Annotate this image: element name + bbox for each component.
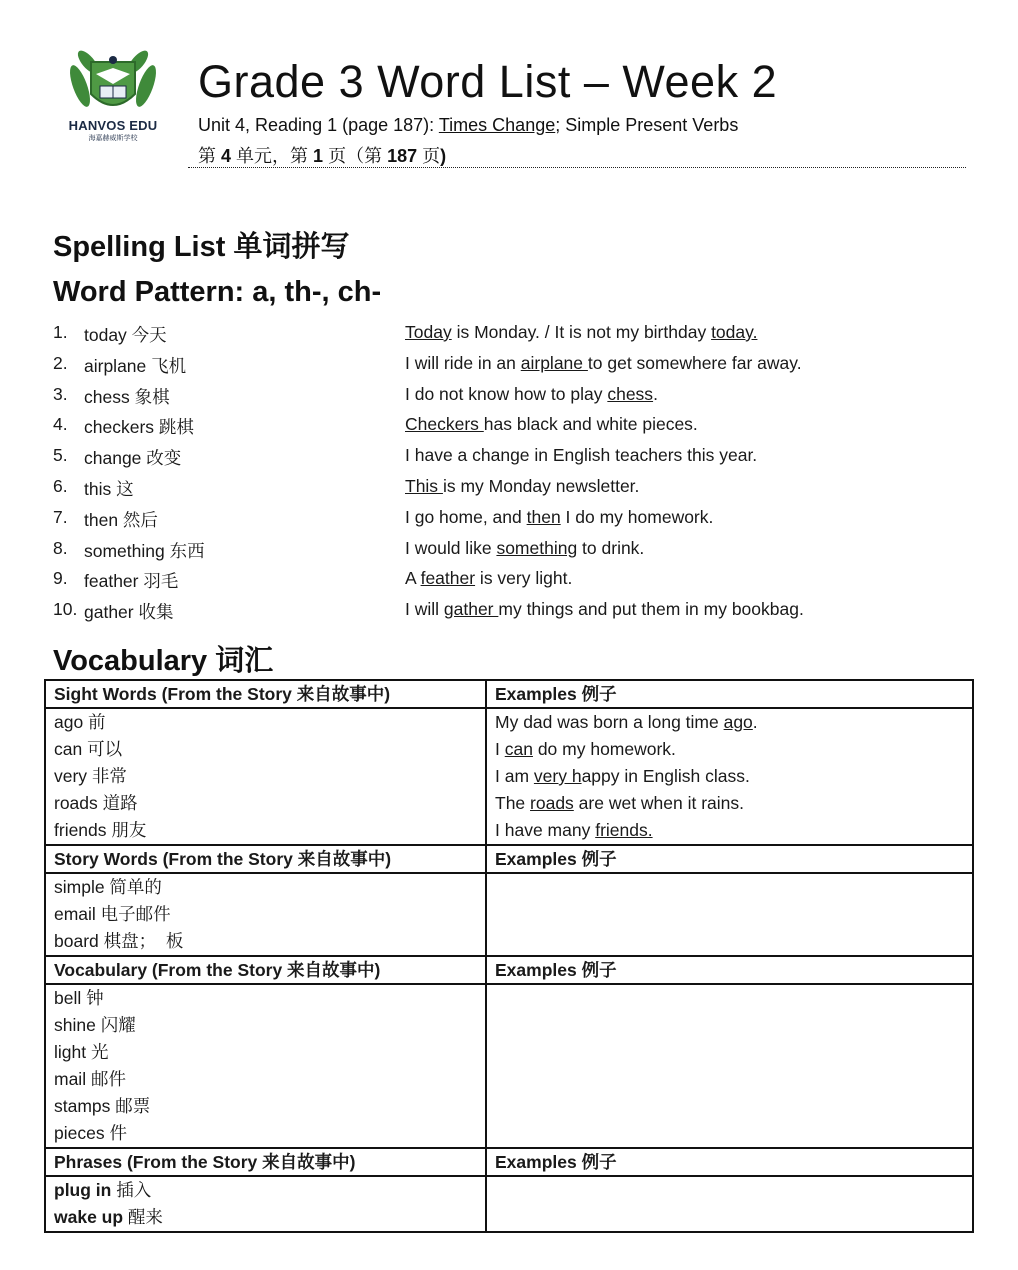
text-run: light 光	[54, 1042, 109, 1062]
spelling-number: 2.	[53, 352, 68, 373]
header-divider	[188, 167, 966, 168]
vocab-word	[54, 985, 485, 1012]
text-run: friends 朋友	[54, 820, 147, 840]
spelling-number: 8.	[53, 537, 68, 558]
examples-title: Examples 例子	[486, 956, 973, 984]
underlined-word: roads	[530, 793, 574, 813]
vocab-section-body	[45, 873, 973, 956]
text-run: pieces 件	[54, 1123, 127, 1143]
cn-part: 页（第	[323, 146, 388, 166]
vocab-example	[495, 763, 972, 790]
logo-name: HANVOS EDU	[68, 118, 158, 133]
vocab-section-header	[45, 1148, 973, 1176]
vocab-example	[495, 736, 972, 763]
underlined-word: very h	[533, 766, 582, 786]
text-run: I will	[405, 599, 444, 620]
cn-part: 187	[387, 146, 418, 166]
cn-part: 4	[221, 146, 232, 166]
underlined-word: This	[405, 476, 443, 496]
spelling-number: 4.	[53, 414, 68, 435]
spelling-word: this 这	[84, 479, 134, 499]
vocab-section-body	[45, 1176, 973, 1232]
word-cell	[45, 873, 486, 956]
vocabulary-heading: Vocabulary 词汇	[53, 645, 274, 677]
text-run: 插入	[111, 1180, 152, 1200]
text-run: is Monday. / It is not my birthday	[451, 322, 712, 342]
spelling-example	[405, 353, 802, 374]
text-run: are wet when it rains.	[573, 793, 745, 813]
bold-phrase: wake up	[54, 1207, 124, 1227]
underlined-word: something	[496, 537, 578, 558]
vocab-example	[495, 790, 972, 817]
vocab-word	[54, 928, 485, 955]
text-run: to get somewhere far away.	[587, 352, 802, 373]
text-run: .	[653, 383, 658, 404]
vocab-word	[54, 817, 485, 844]
text-run: A	[405, 568, 421, 589]
vocab-word	[54, 1177, 485, 1204]
spelling-item	[53, 568, 953, 598]
text-run: I will ride in an	[405, 352, 521, 373]
text-run: I am	[495, 766, 534, 786]
text-run: I	[495, 739, 505, 759]
section-title: Phrases (From the Story 来自故事中)	[45, 1148, 486, 1176]
spelling-word: change 改变	[84, 448, 182, 469]
unit-subtitle	[198, 115, 738, 136]
text-run: I have a change in English teachers this year.	[405, 445, 758, 466]
story-title-link: Times Change	[438, 115, 556, 135]
spelling-item	[53, 322, 953, 352]
underlined-word: today.	[711, 322, 758, 342]
underlined-word: gather	[443, 599, 499, 620]
spelling-heading: Spelling List 单词拼写	[53, 231, 350, 263]
text-run: to drink.	[577, 537, 645, 558]
spelling-item	[53, 476, 953, 506]
vocab-section-header	[45, 680, 973, 708]
spelling-item	[53, 414, 953, 444]
vocab-section-body	[45, 984, 973, 1148]
underlined-word: can	[504, 739, 533, 759]
text-run: simple 简单的	[54, 877, 162, 897]
spelling-example	[405, 476, 639, 497]
spelling-item	[53, 507, 953, 537]
example-cell	[486, 1176, 973, 1232]
cn-part: 单元，第	[231, 146, 314, 166]
spelling-number: 5.	[53, 445, 68, 466]
cn-part: 第	[198, 146, 222, 166]
text-run: ago 前	[54, 712, 106, 732]
underlined-word: then	[526, 506, 561, 527]
vocab-word	[54, 1012, 485, 1039]
spelling-item	[53, 599, 953, 629]
example-cell	[486, 873, 973, 956]
text-run: has black and white pieces.	[483, 414, 698, 435]
spelling-item	[53, 538, 953, 568]
spelling-item	[53, 353, 953, 383]
cn-part: )	[440, 146, 447, 166]
spelling-example	[405, 507, 713, 528]
text-run: mail 邮件	[54, 1069, 126, 1089]
text-run: very 非常	[54, 766, 127, 786]
text-run: My dad was born a long time	[495, 712, 724, 732]
text-run: my things and put them in my bookbag.	[498, 599, 804, 620]
spelling-word: airplane 飞机	[84, 355, 187, 376]
vocab-word	[54, 709, 485, 736]
page-title: Grade 3 Word List – Week 2	[198, 56, 778, 107]
text-run: board 棋盘； 板	[54, 931, 184, 951]
spelling-number: 9.	[53, 568, 68, 589]
spelling-word: something 东西	[84, 540, 205, 561]
text-run: I go home, and	[405, 506, 527, 527]
text-run: roads 道路	[54, 793, 138, 813]
unit-subtitle-cn	[198, 142, 446, 168]
spelling-example	[405, 568, 572, 589]
underlined-word: Today	[405, 322, 452, 342]
spelling-example	[405, 599, 804, 620]
text-run: is my Monday newsletter.	[442, 476, 640, 496]
text-run: I would like	[405, 537, 497, 558]
spelling-number: 1.	[53, 322, 68, 342]
underlined-word: feather	[420, 568, 476, 589]
text-run: is very light.	[475, 568, 573, 589]
examples-title: Examples 例子	[486, 680, 973, 708]
spelling-word: checkers 跳棋	[84, 417, 194, 438]
spelling-example	[405, 445, 757, 466]
cn-part: 1	[313, 146, 324, 166]
text-run: I do my homework.	[560, 506, 714, 527]
example-cell	[486, 708, 973, 845]
vocab-word	[54, 1066, 485, 1093]
vocab-section-body	[45, 708, 973, 845]
text-run: I do not know how to play	[405, 383, 608, 404]
spelling-number: 3.	[53, 383, 68, 404]
spelling-item	[53, 384, 953, 414]
text-run: 醒来	[123, 1207, 163, 1227]
spelling-word: today 今天	[84, 325, 167, 345]
spelling-word: feather 羽毛	[84, 571, 179, 592]
logo-subtitle: 海嘉赫威斯学校	[88, 135, 138, 142]
vocab-word	[54, 901, 485, 928]
bold-phrase: plug in	[54, 1180, 112, 1200]
example-cell	[486, 984, 973, 1148]
spelling-number: 10.	[53, 599, 78, 620]
underlined-word: Checkers	[405, 414, 484, 435]
spelling-number: 6.	[53, 476, 68, 496]
underlined-word: chess	[607, 383, 654, 404]
section-title: Sight Words (From the Story 来自故事中)	[45, 680, 486, 708]
vocab-word	[54, 1204, 485, 1231]
word-cell	[45, 1176, 486, 1232]
vocab-word	[54, 790, 485, 817]
vocab-word	[54, 763, 485, 790]
vocab-section-header	[45, 956, 973, 984]
text-run: shine 闪耀	[54, 1015, 136, 1035]
vocab-word	[54, 874, 485, 901]
word-pattern-heading: Word Pattern: a, th-, ch-	[53, 276, 382, 308]
spelling-example	[405, 538, 644, 559]
section-title: Vocabulary (From the Story 来自故事中)	[45, 956, 486, 984]
text-run: do my homework.	[532, 739, 676, 759]
text-run: appy in English class.	[581, 766, 750, 786]
section-title: Story Words (From the Story 来自故事中)	[45, 845, 486, 873]
vocab-word	[54, 1039, 485, 1066]
spelling-word: chess 象棋	[84, 386, 170, 407]
spelling-example	[405, 384, 658, 405]
spelling-item	[53, 445, 953, 475]
spelling-word: gather 收集	[84, 602, 174, 623]
text-run: .	[752, 712, 758, 732]
spelling-number: 7.	[53, 506, 68, 527]
vocab-example	[495, 709, 972, 736]
subtitle-prefix: Unit 4, Reading 1 (page 187):	[198, 115, 439, 135]
spelling-example	[405, 322, 757, 343]
spelling-word: then 然后	[84, 509, 158, 530]
examples-title: Examples 例子	[486, 1148, 973, 1176]
vocab-word	[54, 1093, 485, 1120]
examples-title: Examples 例子	[486, 845, 973, 873]
vocabulary-table	[44, 679, 974, 1233]
text-run: bell 钟	[54, 988, 104, 1008]
text-run: email 电子邮件	[54, 904, 171, 924]
text-run: stamps 邮票	[54, 1096, 151, 1116]
cn-part: 页	[417, 146, 441, 166]
vocab-word	[54, 736, 485, 763]
underlined-word: airplane	[520, 352, 588, 373]
text-run: I have many	[495, 820, 596, 840]
vocab-word	[54, 1120, 485, 1147]
underlined-word: ago	[723, 712, 753, 732]
subtitle-suffix: ; Simple Present Verbs	[555, 115, 739, 135]
underlined-word: friends.	[595, 820, 653, 840]
text-run: can 可以	[54, 739, 123, 759]
vocab-section-header	[45, 845, 973, 873]
word-cell	[45, 708, 486, 845]
spelling-example	[405, 414, 698, 435]
word-cell	[45, 984, 486, 1148]
text-run: The	[495, 793, 531, 813]
vocab-example	[495, 817, 972, 844]
